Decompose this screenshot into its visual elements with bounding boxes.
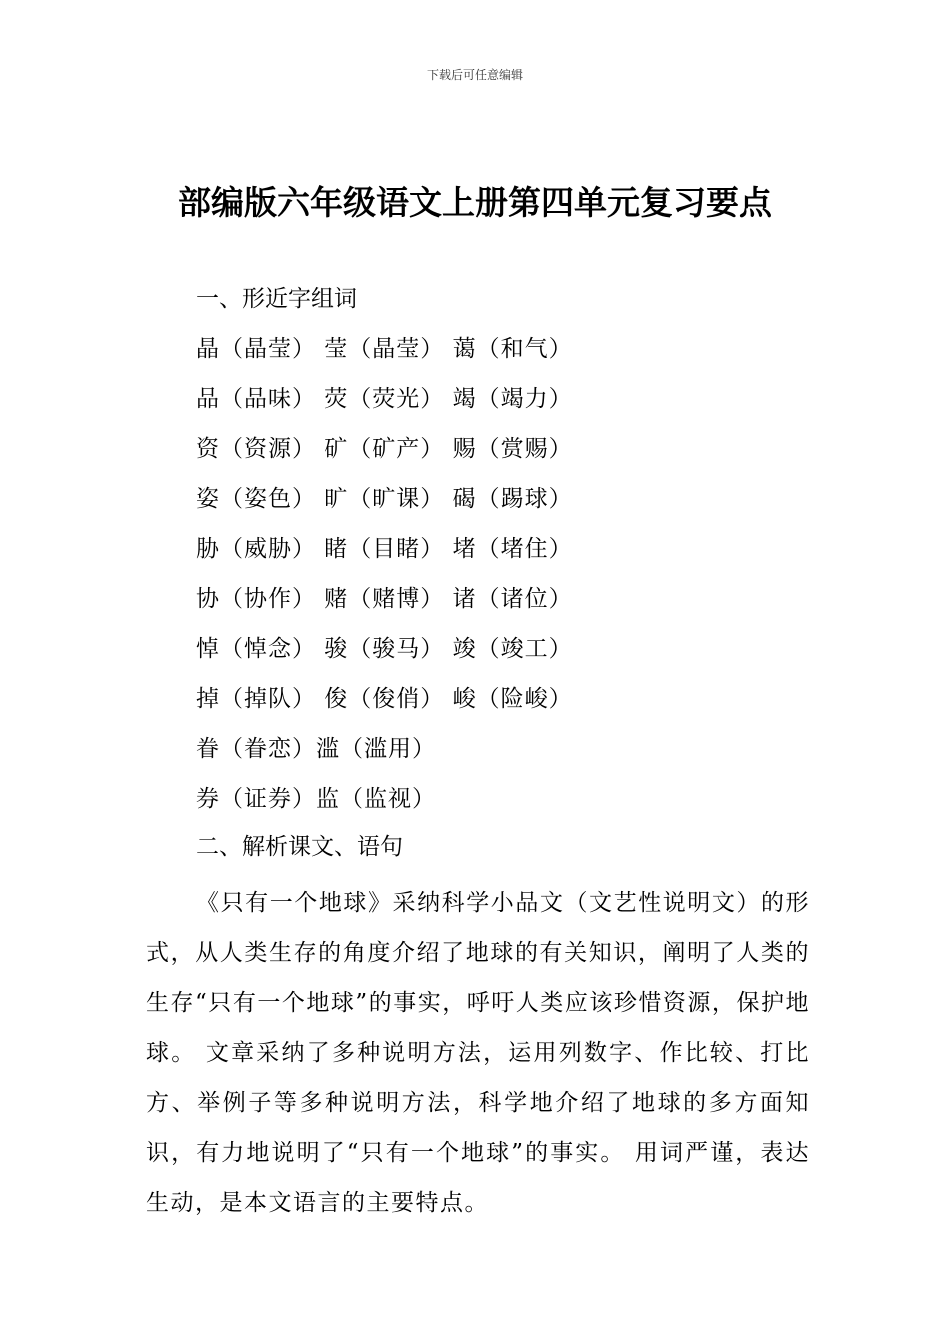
word-group-row: 券（证券）监（监视） bbox=[196, 786, 436, 812]
section-heading-similar-characters: 一、形近字组词 bbox=[196, 286, 357, 312]
word-group-row: 姿（姿色） 旷（旷课） 碣（踢球） bbox=[196, 486, 573, 512]
word-group-row: 眷（眷恋）滥（滥用） bbox=[196, 736, 436, 762]
word-group-row: 胁（威胁） 睹（目睹） 堵（堵住） bbox=[196, 536, 573, 562]
analysis-paragraph: 《只有一个地球》采纳科学小品文（文艺性说明文）的形式，从人类生存的角度介绍了地球的有关知识，阐明了人类的生存“只有一个地球”的事实，呼吁人类应该珍惜资源，保护地球。 文章采纳了多种说明方法，运用列数字、作比较、打比方、举例子等多种说明方法，科学地介绍了地球的多方面知识，有力地说明了“只有一个地球”的事实。 用词严谨，表达生动，是本文语言的主要特点。 bbox=[146, 890, 810, 1216]
word-group-row: 品（品味） 荧（荧光） 竭（竭力） bbox=[196, 386, 573, 412]
page-header-note: 下载后可任意编辑 bbox=[426, 68, 523, 82]
section-heading-text-analysis: 二、解析课文、语句 bbox=[196, 834, 403, 860]
word-group-row: 晶（晶莹） 莹（晶莹） 蔼（和气） bbox=[196, 336, 573, 362]
word-group-row: 协（协作） 赌（赌博） 诸（诸位） bbox=[196, 586, 573, 612]
word-group-list bbox=[196, 334, 573, 834]
word-group-row: 资（资源） 矿（矿产） 赐（赏赐） bbox=[196, 436, 573, 462]
word-group-row: 悼（悼念） 骏（骏马） 竣（竣工） bbox=[196, 636, 573, 662]
document-title: 部编版六年级语文上册第四单元复习要点 bbox=[178, 183, 772, 222]
word-group-row: 掉（掉队） 俊（俊俏） 峻（险峻） bbox=[196, 686, 573, 712]
